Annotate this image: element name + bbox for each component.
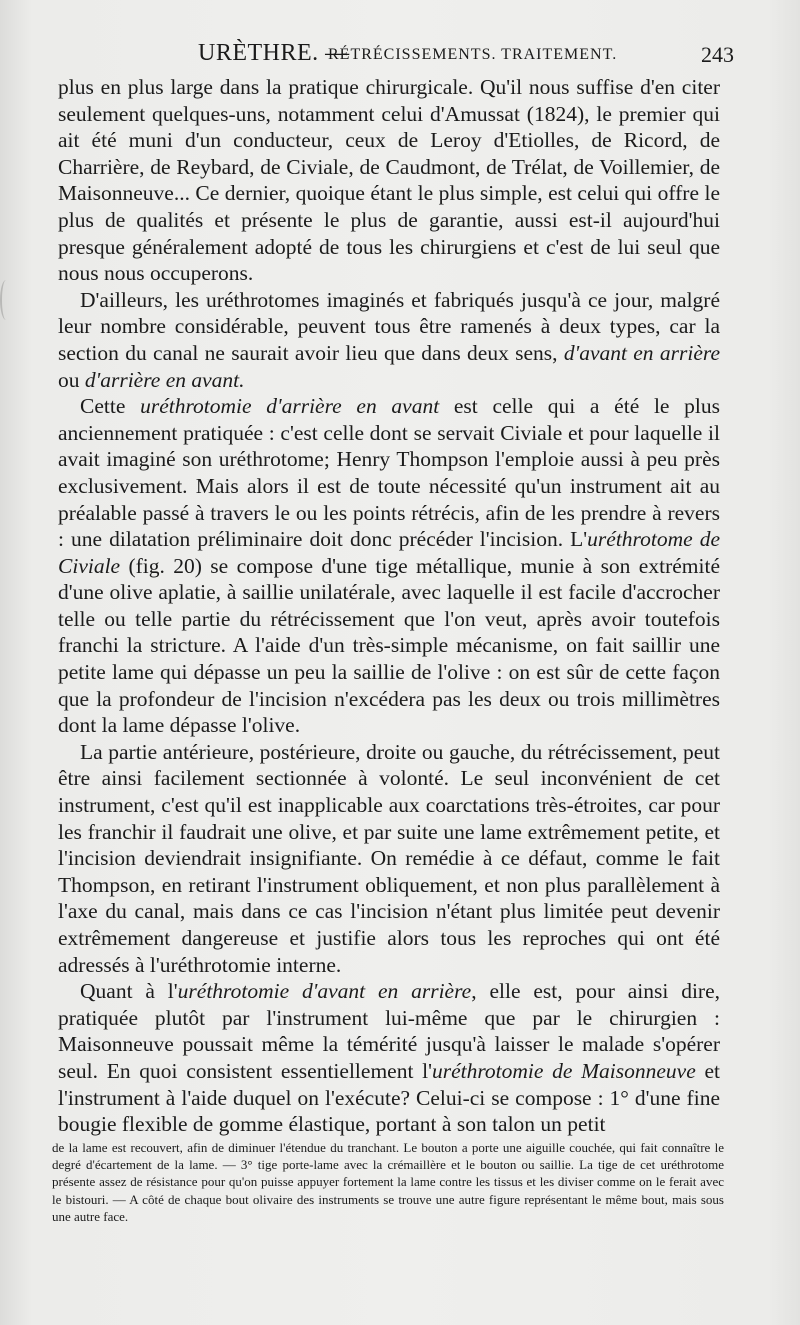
text-run: Cette bbox=[80, 394, 141, 419]
text-run: plus en plus large dans la pratique chirurgicale. Qu'il nous suffise d'en citer seulement quelques-uns, notamment celui d'Amussat (1824), le premier qui ait été muni d'un conducteur, ceux de Leroy d'Etiolles, de Ricord, de Charrière, de Reybard, de Civiale, de Caudmont, de Trélat, de Voillemier, de Maisonneuve... Ce dernier, quoique étant le plus simple, est celui qui offre le plus de qualités et présente le plus de garantie, aussi est-il aujourd'hui presque généralement adopté de tous les chirurgiens et c'est de lui seul que nous nous occuperons. bbox=[58, 75, 720, 286]
text-run: et l'instrument à l'aide duquel on l'exécute? Celui-ci se compose : 1° d'une fine bougie flexible de gomme élastique, portant à son talon un petit bbox=[58, 1058, 720, 1137]
page-number: 243 bbox=[701, 42, 734, 67]
footnote bbox=[52, 1139, 724, 1225]
text-run: D'ailleurs, les uréthrotomes imaginés et fabriqués jusqu'à ce jour, malgré leur nombre considérable, peuvent tous être ramenés à deux types, car la section du canal ne saurait avoir lieu que dans deux sens, bbox=[58, 287, 720, 365]
running-subtitle: RÉTRÉCISSEMENTS. TRAITEMENT. bbox=[328, 46, 618, 63]
text-run: Quant à l' bbox=[80, 979, 178, 1004]
text-run: ou bbox=[58, 367, 85, 392]
body-text bbox=[58, 74, 720, 1138]
paragraph bbox=[58, 739, 720, 978]
footnote-text: de la lame est recouvert, afin de diminuer l'étendue du tranchant. Le bouton a porte une aiguille couchée, qui fait connaître le degré d'écartement de la lame. — 3° tige porte-lame avec la crémaillère et le bouton ou saillie. La tige de cet uréthrotome présente assez de résistance pour qu'on puisse appuyer fortement la lame contre les tissus et les diviser comme on le ferait avec le bistouri. — A côté de chaque bout olivaire des instruments se trouve une autre figure représentant le même bout, mais sous une autre face. bbox=[52, 1140, 724, 1224]
text-run: (fig. 20) se compose d'une tige métallique, munie à son extrémité d'une olive aplatie, à saillie unilatérale, avec laquelle il est facile d'accrocher telle ou telle partie du rétrécissement que l'on veut, après avoir toutefois franchi la stricture. A l'aide d'un très-simple mécanisme, on fait saillir une petite lame qui dépasse un peu la saillie de l'olive : on est sûr de cette façon que la profondeur de l'incision n'excédera pas les deux ou trois millimètres dont la lame dépasse l'olive. bbox=[58, 553, 720, 738]
paragraph bbox=[58, 978, 720, 1138]
running-title: URÈTHRE. — bbox=[198, 40, 350, 66]
italic-text: uréthrotome de Civiale bbox=[58, 527, 720, 578]
text-run: est celle qui a été le plus anciennement pratiquée : c'est celle dont se servait Civiale et pour laquelle il avait imaginé son uréthrotome; Henry Thompson l'emploie aussi à peu près exclusivement. Mais alors il est de toute nécessité qu'un instrument ait au préalable passé à travers le ou les points rétrécis, afin de les prendre à revers : une dilatation préliminaire doit donc précéder l'incision. L' bbox=[58, 394, 720, 552]
paragraph bbox=[58, 287, 720, 393]
italic-text: d'arrière en avant. bbox=[84, 367, 245, 392]
italic-text: d'avant en arrière bbox=[563, 340, 720, 365]
text-run: La partie antérieure, postérieure, droite ou gauche, du rétrécissement, peut être ainsi facilement sectionnée à volonté. Le seul inconvénient de cet instrument, c'est qu'il est inapplicable aux coarctations très-étroites, car pour les franchir il faudrait une olive, et par suite une lame extrêmement petite, et l'incision deviendrait insignifiante. On remédie à ce défaut, comme le fait Thompson, en retirant l'instrument obliquement, et non plus parallèlement à l'axe du canal, mais dans ce cas l'incision n'étant plus limitée peut devenir extrêmement dangereuse et justifie alors tous les reproches qui ont été adressés à l'uréthrotomie interne. bbox=[58, 739, 720, 977]
margin-mark bbox=[0, 280, 12, 320]
text-run: , elle est, pour ainsi dire, pratiquée plutôt par l'instrument lui-même que par le chirurgien : Maisonneuve poussait même la témérité jusqu'à laisser le malade s'opérer seul. En quoi consistent essentiellement l' bbox=[58, 979, 720, 1083]
italic-text: uréthrotomie d'arrière en avant bbox=[140, 394, 440, 419]
italic-text: uréthrotomie d'avant en arrière bbox=[177, 979, 472, 1004]
paragraph bbox=[58, 393, 720, 739]
italic-text: uréthrotomie de Maisonneuve bbox=[431, 1058, 696, 1083]
running-header bbox=[58, 40, 734, 76]
paragraph bbox=[58, 74, 720, 287]
